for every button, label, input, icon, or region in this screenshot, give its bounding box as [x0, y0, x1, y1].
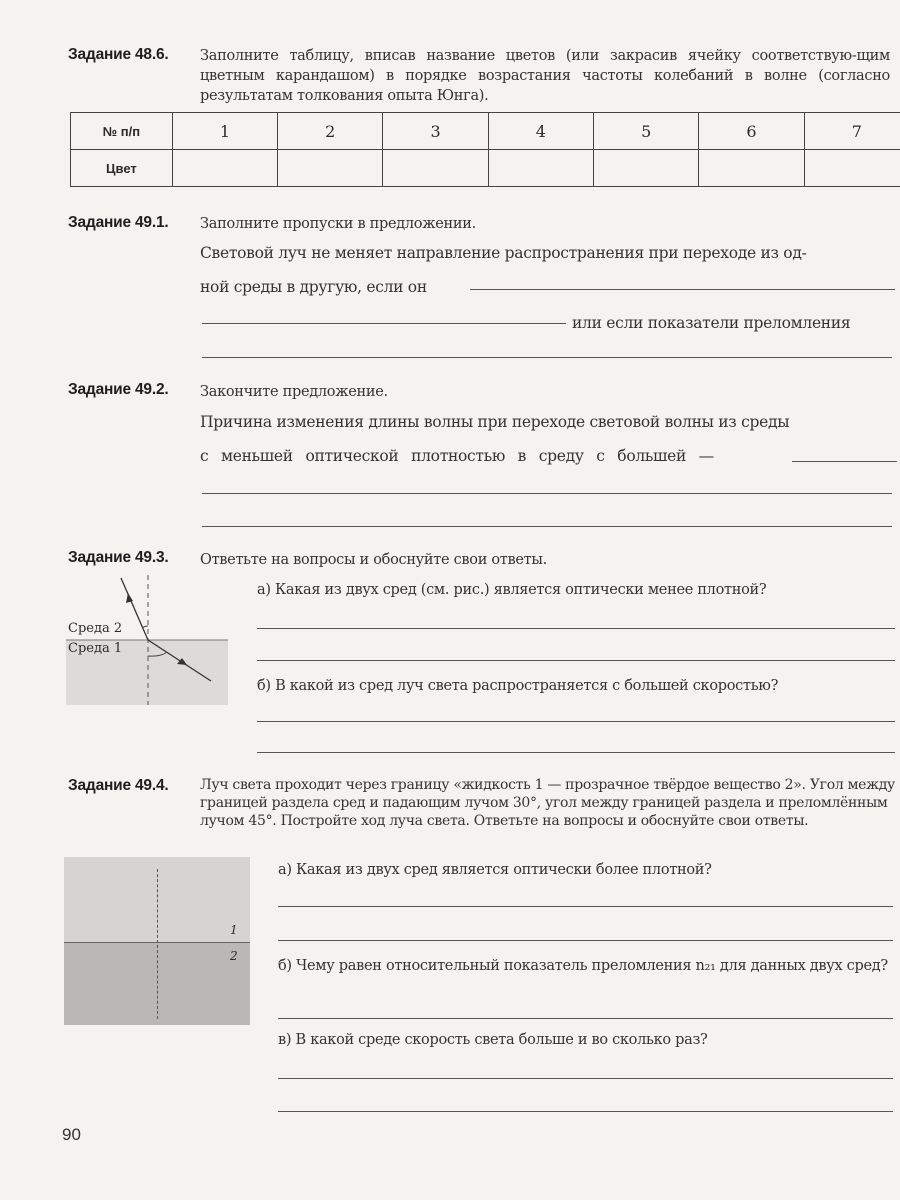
table-cell: 7: [804, 113, 900, 150]
task-49-1-instruction: Заполните пропуски в предложении.: [200, 216, 476, 232]
task-49-2-line1: Причина изменения длины волны при переходе световой волны из среды: [200, 413, 790, 431]
answer-line[interactable]: [278, 1111, 893, 1112]
medium-1-label: 1: [230, 923, 238, 937]
answer-line[interactable]: [257, 628, 895, 629]
color-cell[interactable]: [699, 150, 804, 187]
page-number: 90: [62, 1125, 81, 1144]
colors-table: [70, 112, 900, 187]
task-49-4-question-b: б) Чему равен относительный показатель преломления n₂₁ для данных двух сред?: [278, 958, 888, 974]
answer-line[interactable]: [257, 660, 895, 661]
table-row: [71, 150, 900, 187]
task-49-1-line2: ной среды в другую, если он: [200, 278, 427, 296]
answer-line[interactable]: [202, 323, 566, 324]
table-header-number: № п/п: [71, 113, 173, 150]
task-48-6-text: Заполните таблицу, вписав название цветов (или закрасив ячейку соответствую-щим цветным карандашом) в порядке возрастания частоты колебаний в волне (согласно результатам толкования опыта Юнга).: [200, 48, 890, 104]
table-cell: 3: [383, 113, 488, 150]
answer-line[interactable]: [470, 289, 895, 290]
table-cell: 2: [278, 113, 383, 150]
medium-2-label: Среда 2: [68, 621, 123, 636]
task-49-1-line1: Световой луч не меняет направление распространения при переходе из од-: [200, 244, 807, 262]
task-49-3-label: Задание 49.3.: [68, 549, 169, 566]
task-49-3-instruction: Ответьте на вопросы и обоснуйте свои ответы.: [200, 552, 547, 568]
task-49-3-question-b: б) В какой из сред луч света распространяется с большей скоростью?: [257, 678, 779, 694]
answer-line[interactable]: [278, 940, 893, 941]
table-cell: 6: [699, 113, 804, 150]
answer-line[interactable]: [792, 461, 897, 462]
ray-diagram: [66, 575, 228, 705]
answer-line[interactable]: [202, 357, 892, 358]
color-cell[interactable]: [804, 150, 900, 187]
color-cell[interactable]: [594, 150, 699, 187]
table-row: [71, 113, 900, 150]
task-49-3-question-a: а) Какая из двух сред (см. рис.) является оптически менее плотной?: [257, 582, 767, 598]
task-49-4-label: Задание 49.4.: [68, 777, 169, 794]
refraction-figure: [66, 575, 228, 705]
task-49-2-line2: с меньшей оптической плотностью в среду с большей —: [200, 447, 714, 465]
task-49-2-label: Задание 49.2.: [68, 381, 169, 398]
answer-line[interactable]: [278, 1078, 893, 1079]
answer-line[interactable]: [257, 721, 895, 722]
table-cell: 5: [594, 113, 699, 150]
task-48-6-label: Задание 48.6.: [68, 46, 169, 63]
color-cell[interactable]: [278, 150, 383, 187]
task-49-1-label: Задание 49.1.: [68, 214, 169, 231]
medium-2-label: 2: [230, 949, 238, 963]
answer-line[interactable]: [278, 906, 893, 907]
task-49-2-instruction: Закончите предложение.: [200, 384, 388, 400]
task-49-4-figure: [64, 857, 250, 1025]
color-cell[interactable]: [488, 150, 593, 187]
answer-line[interactable]: [257, 752, 895, 753]
table-cell: 1: [172, 113, 277, 150]
task-49-4-text: Луч света проходит через границу «жидкость 1 — прозрачное твёрдое вещество 2». Угол между границей раздела сред и падающим лучом 30°, угол между границей раздела и преломлённым лучом 45°. Постройте ход луча света. Ответьте на вопросы и обоснуйте свои ответы.: [200, 777, 895, 829]
task-49-4-question-c: в) В какой среде скорость света больше и во сколько раз?: [278, 1032, 708, 1048]
answer-line[interactable]: [202, 493, 892, 494]
color-cell[interactable]: [172, 150, 277, 187]
color-cell[interactable]: [383, 150, 488, 187]
task-49-1-line3: или если показатели преломления: [572, 314, 851, 332]
answer-line[interactable]: [202, 526, 892, 527]
task-49-4-question-a: а) Какая из двух сред является оптически более плотной?: [278, 862, 712, 878]
table-header-color: Цвет: [71, 150, 173, 187]
answer-line[interactable]: [278, 1018, 893, 1019]
table-cell: 4: [488, 113, 593, 150]
medium-1-label: Среда 1: [68, 641, 123, 656]
